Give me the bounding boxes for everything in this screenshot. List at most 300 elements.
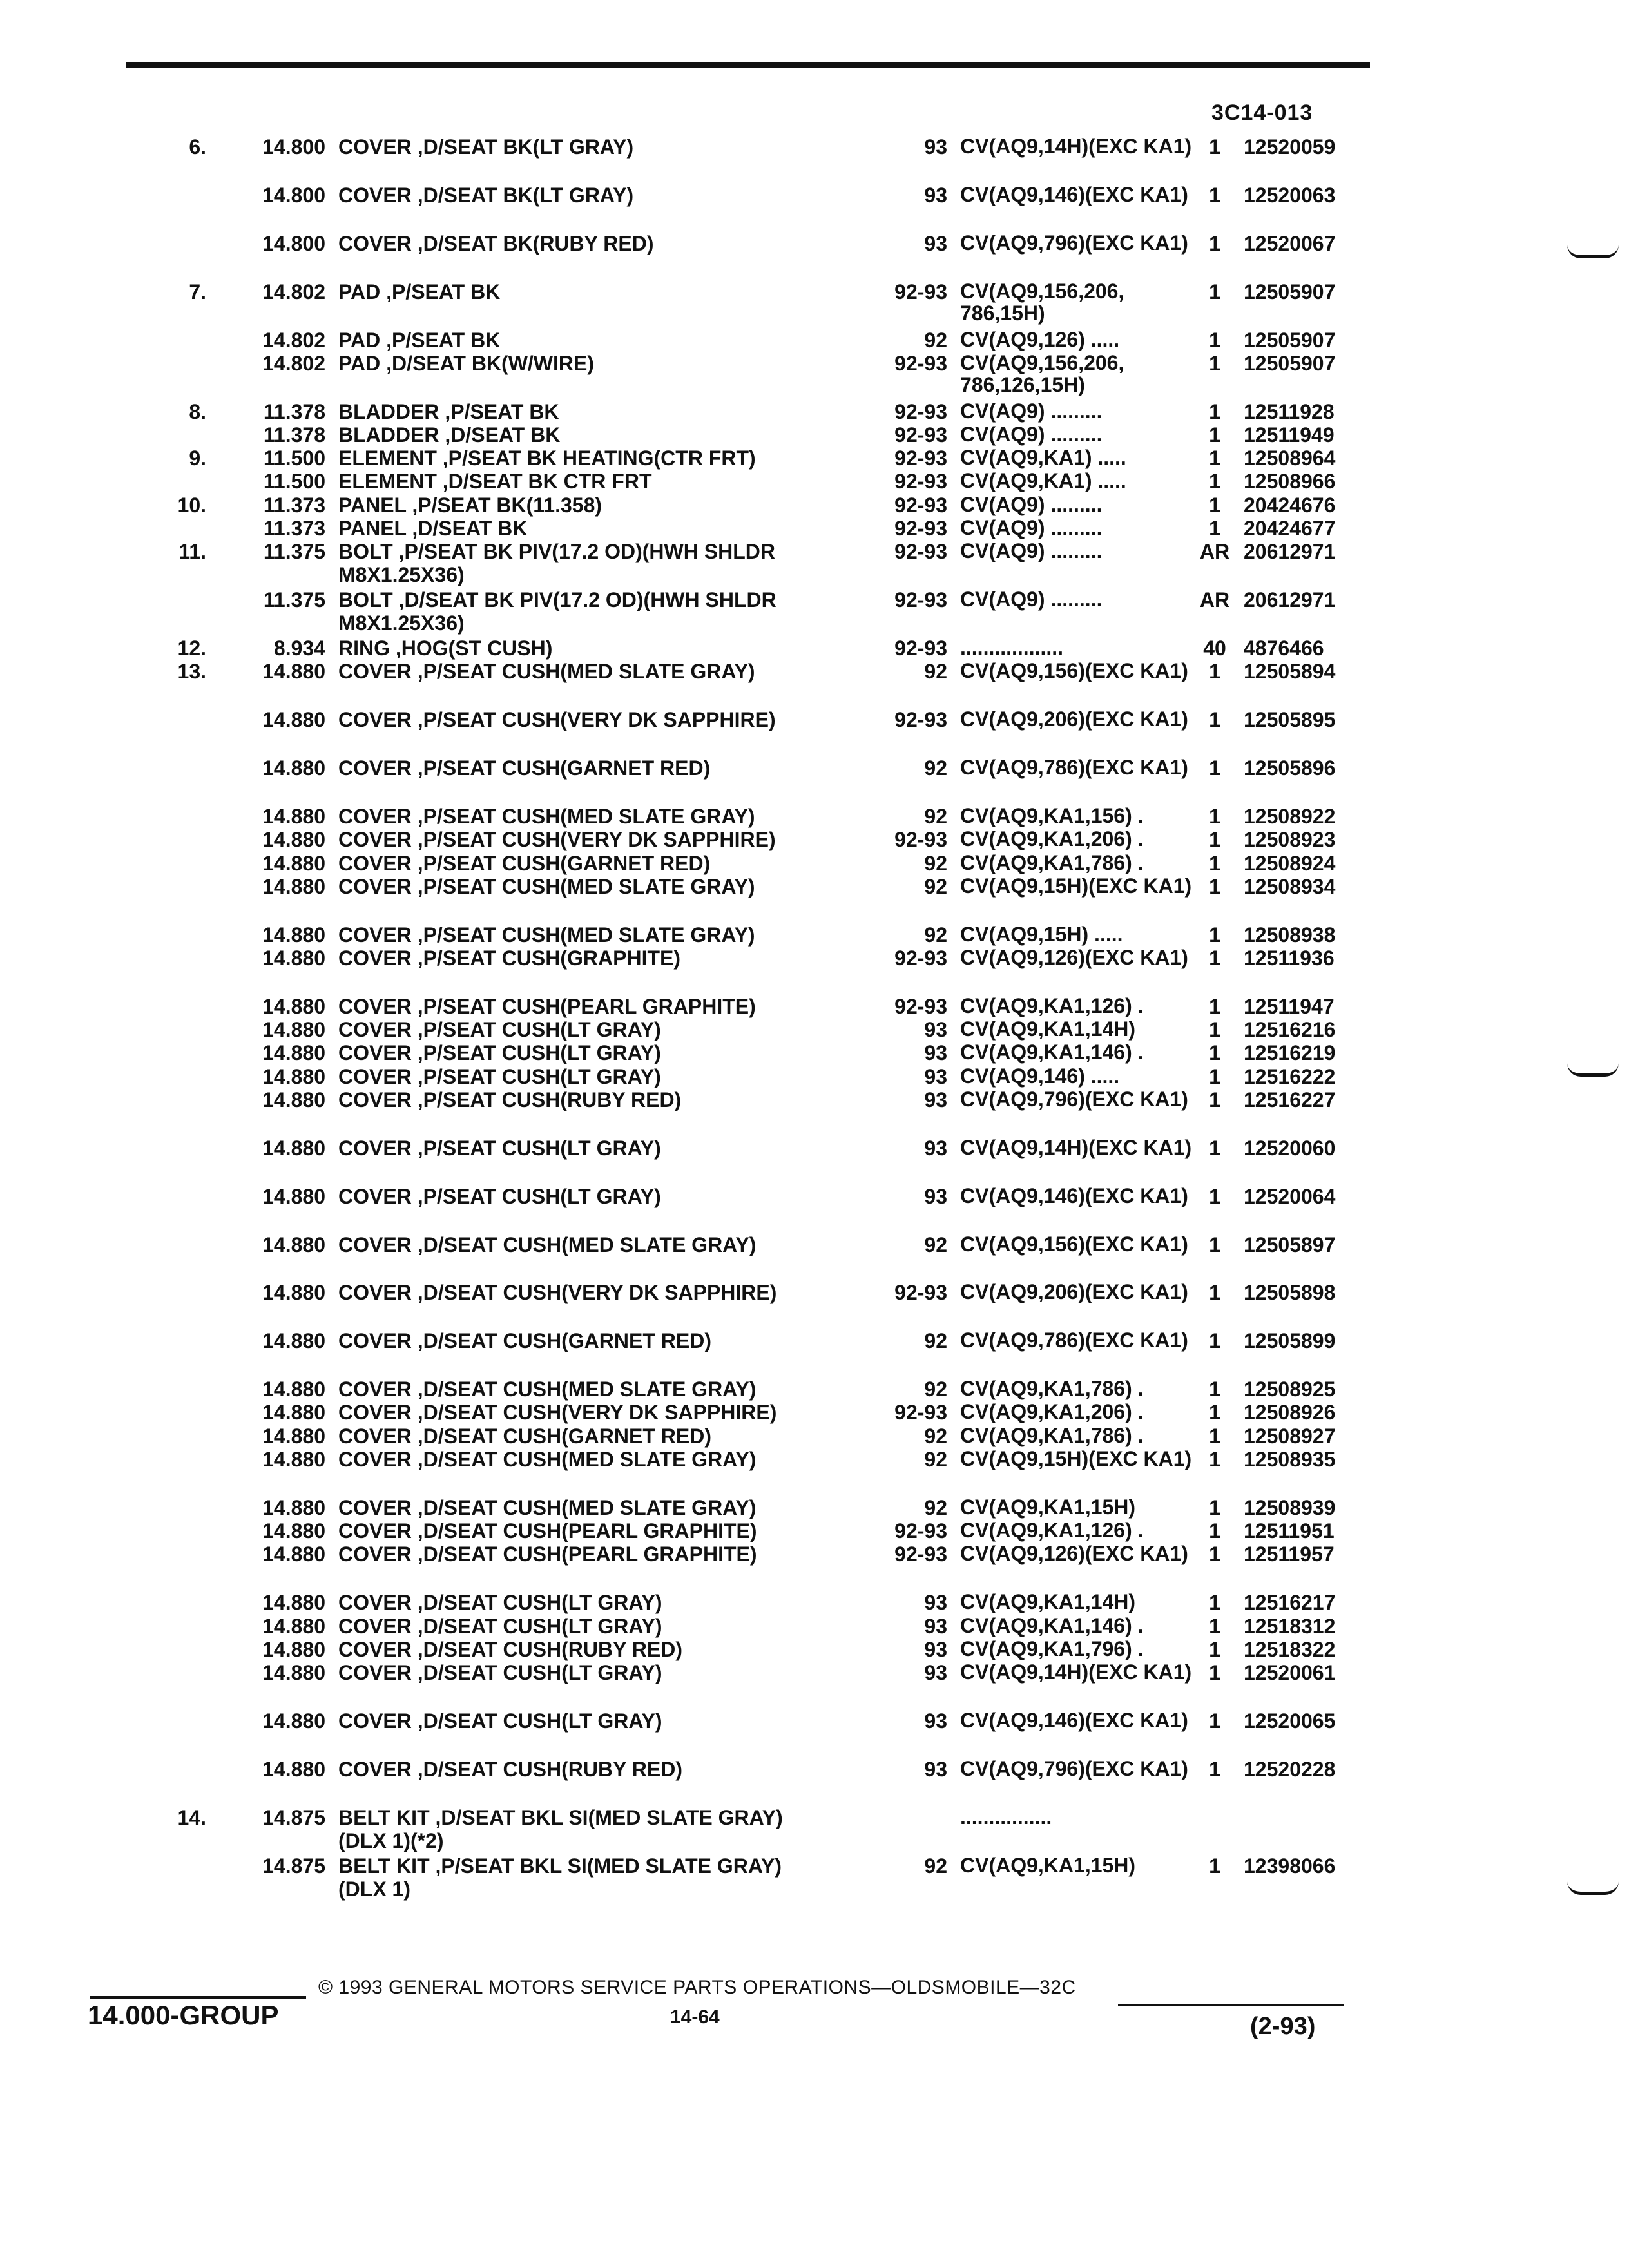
part-description xyxy=(338,1329,857,1352)
part-number: 12511947 xyxy=(1244,995,1335,1018)
description-line-1: PANEL ,P/SEAT BK(11.358) xyxy=(338,494,602,517)
part-description xyxy=(338,1088,857,1111)
quantity: 1 xyxy=(1209,1401,1220,1424)
model-years: 92-93 xyxy=(894,1542,947,1566)
group-number: 11.500 xyxy=(263,470,325,493)
group-number: 11.375 xyxy=(263,588,325,611)
quantity: 1 xyxy=(1209,1088,1220,1111)
application: CV(AQ9) ......... xyxy=(960,423,1103,446)
description-line-1: COVER ,D/SEAT CUSH(MED SLATE GRAY) xyxy=(338,1233,757,1256)
description-line-1: ELEMENT ,P/SEAT BK HEATING(CTR FRT) xyxy=(338,447,756,470)
parts-row xyxy=(0,232,1629,281)
model-years: 92 xyxy=(924,1448,947,1471)
group-number: 11.378 xyxy=(263,423,325,447)
description-line-1: COVER ,D/SEAT CUSH(VERY DK SAPPHIRE) xyxy=(338,1401,777,1424)
model-years: 92-93 xyxy=(894,1519,947,1542)
quantity: 1 xyxy=(1209,447,1220,470)
description-line-1: COVER ,D/SEAT CUSH(MED SLATE GRAY) xyxy=(338,1448,757,1471)
model-years: 92-93 xyxy=(894,708,947,731)
parts-row xyxy=(0,1233,1629,1282)
part-description xyxy=(338,947,857,970)
quantity: 1 xyxy=(1209,1615,1220,1638)
model-years: 92-93 xyxy=(894,588,947,611)
quantity: 1 xyxy=(1209,232,1220,255)
application: CV(AQ9,KA1,126) . xyxy=(960,1519,1144,1542)
application: CV(AQ9,796)(EXC KA1) xyxy=(960,1757,1188,1780)
parts-row xyxy=(0,708,1629,757)
description-line-1: PANEL ,D/SEAT BK xyxy=(338,517,528,540)
description-line-1: COVER ,D/SEAT CUSH(VERY DK SAPPHIRE) xyxy=(338,1281,777,1304)
model-years: 92 xyxy=(924,805,947,828)
application: CV(AQ9,14H)(EXC KA1) xyxy=(960,1660,1192,1684)
quantity: 1 xyxy=(1209,875,1220,898)
quantity: 1 xyxy=(1209,756,1220,780)
part-number: 12505907 xyxy=(1244,352,1336,375)
group-number: 14.880 xyxy=(262,1638,325,1661)
parts-row xyxy=(0,540,1629,589)
application: CV(AQ9,15H)(EXC KA1) xyxy=(960,874,1192,898)
application: CV(AQ9,KA1,146) . xyxy=(960,1041,1144,1064)
part-description xyxy=(338,1185,857,1208)
application: CV(AQ9) ......... xyxy=(960,399,1103,423)
quantity: 1 xyxy=(1209,708,1220,731)
part-description xyxy=(338,494,857,517)
part-number: 12505894 xyxy=(1244,660,1336,683)
part-description xyxy=(338,470,857,493)
part-number: 12508964 xyxy=(1244,447,1336,470)
application: CV(AQ9,KA1,146) . xyxy=(960,1614,1144,1637)
description-line-1: COVER ,D/SEAT CUSH(LT GRAY) xyxy=(338,1709,662,1733)
quantity: AR xyxy=(1199,540,1230,563)
description-line-1: ELEMENT ,D/SEAT BK CTR FRT xyxy=(338,470,652,493)
application: CV(AQ9,796)(EXC KA1) xyxy=(960,1088,1188,1111)
description-line-1: COVER ,D/SEAT CUSH(LT GRAY) xyxy=(338,1615,662,1638)
quantity: 1 xyxy=(1209,352,1220,375)
model-years: 93 xyxy=(924,1088,947,1111)
model-years: 92-93 xyxy=(894,423,947,447)
description-line-2: (DLX 1)(*2) xyxy=(338,1829,444,1852)
model-years: 93 xyxy=(924,232,947,255)
model-years: 93 xyxy=(924,1065,947,1088)
group-number: 14.880 xyxy=(262,947,325,970)
group-number: 14.880 xyxy=(262,828,325,851)
part-number: 12511957 xyxy=(1244,1542,1335,1566)
application: CV(AQ9,KA1) ..... xyxy=(960,446,1126,469)
description-line-1: COVER ,P/SEAT CUSH(MED SLATE GRAY) xyxy=(338,805,755,828)
parts-row xyxy=(0,1185,1629,1234)
group-number: 14.880 xyxy=(262,708,325,731)
part-description xyxy=(338,1233,857,1256)
quantity: 1 xyxy=(1209,995,1220,1018)
description-line-1: COVER ,P/SEAT CUSH(LT GRAY) xyxy=(338,1018,661,1041)
quantity: 1 xyxy=(1209,1329,1220,1352)
group-number: 11.378 xyxy=(263,400,325,423)
part-description xyxy=(338,588,857,635)
quantity: 1 xyxy=(1209,923,1220,947)
description-line-1: COVER ,D/SEAT BK(RUBY RED) xyxy=(338,232,654,255)
part-description xyxy=(338,1401,857,1424)
quantity: 1 xyxy=(1209,400,1220,423)
description-line-1: RING ,HOG(ST CUSH) xyxy=(338,637,553,660)
application: CV(AQ9,KA1,14H) xyxy=(960,1590,1136,1613)
margin-mark xyxy=(1567,1063,1619,1077)
model-years: 93 xyxy=(924,1137,947,1160)
part-number: 12508927 xyxy=(1244,1425,1336,1448)
group-number: 14.880 xyxy=(262,1378,325,1401)
model-years: 92 xyxy=(924,1378,947,1401)
group-number: 14.880 xyxy=(262,1065,325,1088)
part-description xyxy=(338,1638,857,1661)
model-years: 92-93 xyxy=(894,1401,947,1424)
application: CV(AQ9,146)(EXC KA1) xyxy=(960,1184,1188,1207)
group-number: 11.373 xyxy=(263,517,325,540)
quantity: 1 xyxy=(1209,1638,1220,1661)
quantity: 1 xyxy=(1209,1065,1220,1088)
application: CV(AQ9) ......... xyxy=(960,516,1103,539)
group-number: 11.373 xyxy=(263,494,325,517)
description-line-1: COVER ,D/SEAT CUSH(PEARL GRAPHITE) xyxy=(338,1542,757,1566)
application: ................ xyxy=(960,1805,1052,1829)
description-line-1: COVER ,D/SEAT CUSH(MED SLATE GRAY) xyxy=(338,1378,757,1401)
ref-number: 14. xyxy=(177,1806,206,1829)
parts-row xyxy=(0,588,1629,637)
description-line-1: COVER ,P/SEAT CUSH(PEARL GRAPHITE) xyxy=(338,995,756,1018)
quantity: 1 xyxy=(1209,1854,1220,1878)
application: CV(AQ9,786)(EXC KA1) xyxy=(960,756,1188,779)
part-number: 12516222 xyxy=(1244,1065,1336,1088)
description-line-1: COVER ,D/SEAT CUSH(LT GRAY) xyxy=(338,1661,662,1684)
quantity: 1 xyxy=(1209,947,1220,970)
part-description xyxy=(338,1137,857,1160)
parts-row xyxy=(0,1448,1629,1497)
quantity: 1 xyxy=(1209,329,1220,352)
part-number: 12505907 xyxy=(1244,280,1336,303)
description-line-1: PAD ,P/SEAT BK xyxy=(338,329,501,352)
application: CV(AQ9,796)(EXC KA1) xyxy=(960,231,1188,255)
part-description xyxy=(338,400,857,423)
part-description xyxy=(338,1542,857,1566)
description-line-1: COVER ,P/SEAT CUSH(VERY DK SAPPHIRE) xyxy=(338,828,776,851)
model-years: 92 xyxy=(924,1425,947,1448)
application: CV(AQ9,KA1,14H) xyxy=(960,1017,1136,1041)
group-number: 14.880 xyxy=(262,1709,325,1733)
part-description xyxy=(338,995,857,1018)
model-years: 92-93 xyxy=(894,494,947,517)
description-line-1: COVER ,D/SEAT BK(LT GRAY) xyxy=(338,135,634,159)
model-years: 92 xyxy=(924,660,947,683)
part-description xyxy=(338,232,857,255)
model-years: 92 xyxy=(924,852,947,875)
part-description xyxy=(338,923,857,947)
description-line-1: BELT KIT ,D/SEAT BKL SI(MED SLATE GRAY) xyxy=(338,1806,783,1829)
part-number: 12508966 xyxy=(1244,470,1336,493)
quantity: 1 xyxy=(1209,828,1220,851)
group-number: 14.880 xyxy=(262,1496,325,1519)
application: CV(AQ9,14H)(EXC KA1) xyxy=(960,135,1192,158)
application: CV(AQ9,146)(EXC KA1) xyxy=(960,1709,1188,1732)
part-description xyxy=(338,517,857,540)
part-number: 12505895 xyxy=(1244,708,1336,731)
description-line-1: COVER ,P/SEAT CUSH(GARNET RED) xyxy=(338,852,711,875)
quantity: 1 xyxy=(1209,1137,1220,1160)
model-years: 93 xyxy=(924,1758,947,1781)
quantity: 1 xyxy=(1209,1542,1220,1566)
parts-row xyxy=(0,135,1629,184)
part-number: 12508935 xyxy=(1244,1448,1336,1471)
part-number: 12520228 xyxy=(1244,1758,1336,1781)
part-description xyxy=(338,1425,857,1448)
group-number: 14.802 xyxy=(262,280,325,303)
description-line-1: COVER ,P/SEAT CUSH(GRAPHITE) xyxy=(338,947,680,970)
description-line-2: (DLX 1) xyxy=(338,1878,410,1901)
part-description xyxy=(338,756,857,780)
description-line-1: BLADDER ,P/SEAT BK xyxy=(338,400,559,423)
part-number: 12516227 xyxy=(1244,1088,1336,1111)
application: CV(AQ9,14H)(EXC KA1) xyxy=(960,1136,1192,1159)
group-number: 14.880 xyxy=(262,1233,325,1256)
part-description xyxy=(338,1496,857,1519)
application: CV(AQ9,156)(EXC KA1) xyxy=(960,659,1188,682)
group-number: 14.880 xyxy=(262,1661,325,1684)
part-description xyxy=(338,875,857,898)
part-description xyxy=(338,1378,857,1401)
group-number: 14.880 xyxy=(262,1425,325,1448)
part-number: 12516216 xyxy=(1244,1018,1336,1041)
application: CV(AQ9,KA1,786) . xyxy=(960,1377,1144,1400)
application: CV(AQ9,KA1,786) . xyxy=(960,851,1144,874)
parts-row xyxy=(0,184,1629,233)
model-years: 92-93 xyxy=(894,1281,947,1304)
description-line-1: PAD ,P/SEAT BK xyxy=(338,280,501,303)
quantity: 1 xyxy=(1209,1018,1220,1041)
part-description xyxy=(338,447,857,470)
quantity: 1 xyxy=(1209,1519,1220,1542)
description-line-1: COVER ,P/SEAT CUSH(GARNET RED) xyxy=(338,756,711,780)
part-number: 12520064 xyxy=(1244,1185,1336,1208)
part-description xyxy=(338,1018,857,1041)
model-years: 92-93 xyxy=(894,828,947,851)
group-number: 14.880 xyxy=(262,1401,325,1424)
description-line-1: COVER ,P/SEAT CUSH(VERY DK SAPPHIRE) xyxy=(338,708,776,731)
parts-row xyxy=(0,352,1629,401)
group-number: 14.880 xyxy=(262,1018,325,1041)
parts-row xyxy=(0,280,1629,329)
application: CV(AQ9,KA1,206) . xyxy=(960,827,1144,850)
description-line-1: COVER ,D/SEAT CUSH(GARNET RED) xyxy=(338,1425,711,1448)
group-number: 11.500 xyxy=(263,447,325,470)
quantity: 1 xyxy=(1209,470,1220,493)
quantity: 1 xyxy=(1209,423,1220,447)
part-number: 12505898 xyxy=(1244,1281,1336,1304)
group-number: 14.802 xyxy=(262,352,325,375)
part-number: 12520065 xyxy=(1244,1709,1336,1733)
model-years: 92 xyxy=(924,875,947,898)
description-line-1: COVER ,P/SEAT CUSH(LT GRAY) xyxy=(338,1137,661,1160)
parts-row xyxy=(0,875,1629,924)
description-line-1: COVER ,P/SEAT CUSH(LT GRAY) xyxy=(338,1041,661,1064)
description-line-1: COVER ,D/SEAT CUSH(MED SLATE GRAY) xyxy=(338,1496,757,1519)
application: .................. xyxy=(960,636,1064,659)
part-description xyxy=(338,1065,857,1088)
part-number: 12505897 xyxy=(1244,1233,1336,1256)
group-number: 14.880 xyxy=(262,660,325,683)
group-number: 14.880 xyxy=(262,875,325,898)
group-number: 14.880 xyxy=(262,1281,325,1304)
group-number: 14.880 xyxy=(262,1137,325,1160)
part-description xyxy=(338,184,857,207)
footer-revision: (2-93) xyxy=(1250,2013,1316,2040)
application: CV(AQ9,KA1,15H) xyxy=(960,1495,1136,1519)
model-years: 93 xyxy=(924,184,947,207)
model-years: 92-93 xyxy=(894,517,947,540)
ref-number: 10. xyxy=(177,494,206,517)
group-number: 14.875 xyxy=(262,1806,325,1829)
application: CV(AQ9) ......... xyxy=(960,588,1103,611)
quantity: 1 xyxy=(1209,517,1220,540)
part-description xyxy=(338,708,857,731)
footer-rule-left xyxy=(90,1996,306,1999)
description-line-1: PAD ,D/SEAT BK(W/WIRE) xyxy=(338,352,594,375)
part-description xyxy=(338,1591,857,1614)
footer-group-label: 14.000-GROUP xyxy=(88,2000,279,2030)
description-line-1: COVER ,P/SEAT CUSH(LT GRAY) xyxy=(338,1185,661,1208)
model-years: 92 xyxy=(924,923,947,947)
part-number: 20424677 xyxy=(1244,517,1336,540)
model-years: 93 xyxy=(924,135,947,159)
model-years: 93 xyxy=(924,1661,947,1684)
page-code: 3C14-013 xyxy=(1211,101,1313,125)
part-description xyxy=(338,1758,857,1781)
parts-row xyxy=(0,947,1629,995)
quantity: 1 xyxy=(1209,1378,1220,1401)
part-number: 12508934 xyxy=(1244,875,1336,898)
part-description xyxy=(338,1519,857,1542)
group-number: 14.800 xyxy=(262,232,325,255)
part-number: 12508939 xyxy=(1244,1496,1336,1519)
description-line-2: M8X1.25X36) xyxy=(338,611,465,635)
quantity: 1 xyxy=(1209,494,1220,517)
description-line-1: COVER ,D/SEAT CUSH(RUBY RED) xyxy=(338,1638,682,1661)
description-line-1: COVER ,D/SEAT CUSH(GARNET RED) xyxy=(338,1329,711,1352)
group-number: 14.880 xyxy=(262,1591,325,1614)
model-years: 93 xyxy=(924,1185,947,1208)
top-rule xyxy=(126,62,1370,68)
model-years: 92-93 xyxy=(894,470,947,493)
application: CV(AQ9,206)(EXC KA1) xyxy=(960,707,1188,731)
application: CV(AQ9) ......... xyxy=(960,493,1103,516)
description-line-1: COVER ,P/SEAT CUSH(MED SLATE GRAY) xyxy=(338,660,755,683)
parts-row xyxy=(0,1542,1629,1591)
model-years: 93 xyxy=(924,1615,947,1638)
part-description xyxy=(338,540,857,586)
part-number: 12511928 xyxy=(1244,400,1335,423)
group-number: 14.880 xyxy=(262,1542,325,1566)
part-number: 12516219 xyxy=(1244,1041,1336,1064)
quantity: 1 xyxy=(1209,1758,1220,1781)
part-description xyxy=(338,1661,857,1684)
part-number: 12516217 xyxy=(1244,1591,1336,1614)
model-years: 92 xyxy=(924,756,947,780)
application: CV(AQ9,126)(EXC KA1) xyxy=(960,946,1188,969)
footer-copyright: © 1993 GENERAL MOTORS SERVICE PARTS OPERATIONS—OLDSMOBILE—32C xyxy=(318,1977,1076,1998)
application: CV(AQ9,KA1) ..... xyxy=(960,469,1126,492)
description-line-1: COVER ,P/SEAT CUSH(MED SLATE GRAY) xyxy=(338,875,755,898)
model-years: 92 xyxy=(924,1233,947,1256)
description-line-1: BELT KIT ,P/SEAT BKL SI(MED SLATE GRAY) xyxy=(338,1854,782,1878)
ref-number: 11. xyxy=(178,540,206,563)
parts-row xyxy=(0,1709,1629,1758)
model-years: 93 xyxy=(924,1018,947,1041)
parts-row xyxy=(0,1758,1629,1807)
quantity: 1 xyxy=(1209,1185,1220,1208)
group-number: 14.880 xyxy=(262,1758,325,1781)
description-line-1: COVER ,P/SEAT CUSH(RUBY RED) xyxy=(338,1088,682,1111)
part-description xyxy=(338,1615,857,1638)
ref-number: 12. xyxy=(177,637,206,660)
quantity: 40 xyxy=(1203,637,1226,660)
parts-row xyxy=(0,1137,1629,1186)
quantity: 1 xyxy=(1209,1425,1220,1448)
part-description xyxy=(338,1806,857,1852)
application: CV(AQ9,156,206, 786,126,15H) xyxy=(960,351,1124,396)
part-description xyxy=(338,1281,857,1304)
application: CV(AQ9,KA1,156) . xyxy=(960,804,1144,827)
quantity: 1 xyxy=(1209,852,1220,875)
parts-row xyxy=(0,1281,1629,1330)
part-number: 12518312 xyxy=(1244,1615,1336,1638)
footer-page-number: 14-64 xyxy=(670,2006,720,2028)
ref-number: 7. xyxy=(189,280,206,303)
description-line-1: COVER ,P/SEAT CUSH(LT GRAY) xyxy=(338,1065,661,1088)
application: CV(AQ9,KA1,15H) xyxy=(960,1854,1136,1877)
part-description xyxy=(338,423,857,447)
model-years: 92-93 xyxy=(894,947,947,970)
application: CV(AQ9,KA1,126) . xyxy=(960,994,1144,1017)
description-line-2: M8X1.25X36) xyxy=(338,563,465,586)
description-line-1: COVER ,D/SEAT CUSH(PEARL GRAPHITE) xyxy=(338,1519,757,1542)
parts-row xyxy=(0,1661,1629,1710)
quantity: 1 xyxy=(1209,1709,1220,1733)
model-years: 93 xyxy=(924,1041,947,1064)
part-number: 12508938 xyxy=(1244,923,1336,947)
description-line-1: COVER ,D/SEAT BK(LT GRAY) xyxy=(338,184,634,207)
model-years: 93 xyxy=(924,1709,947,1733)
group-number: 14.880 xyxy=(262,1088,325,1111)
part-number: 12520063 xyxy=(1244,184,1336,207)
part-description xyxy=(338,329,857,352)
part-number: 12520061 xyxy=(1244,1661,1336,1684)
part-number: 12511936 xyxy=(1244,947,1335,970)
part-number: 20424676 xyxy=(1244,494,1336,517)
model-years: 92 xyxy=(924,1854,947,1878)
application: CV(AQ9,156,206, 786,15H) xyxy=(960,280,1124,325)
part-description xyxy=(338,637,857,660)
model-years: 92-93 xyxy=(894,352,947,375)
part-number: 12508924 xyxy=(1244,852,1336,875)
group-number: 14.880 xyxy=(262,852,325,875)
part-number: 12511951 xyxy=(1244,1519,1335,1542)
application: CV(AQ9,156)(EXC KA1) xyxy=(960,1233,1188,1256)
ref-number: 13. xyxy=(177,660,206,683)
description-line-1: COVER ,D/SEAT CUSH(RUBY RED) xyxy=(338,1758,682,1781)
model-years: 93 xyxy=(924,1638,947,1661)
group-number: 14.880 xyxy=(262,1519,325,1542)
part-description xyxy=(338,1709,857,1733)
quantity: 1 xyxy=(1209,135,1220,159)
parts-row xyxy=(0,1854,1629,1903)
part-description xyxy=(338,828,857,851)
quantity: 1 xyxy=(1209,1448,1220,1471)
